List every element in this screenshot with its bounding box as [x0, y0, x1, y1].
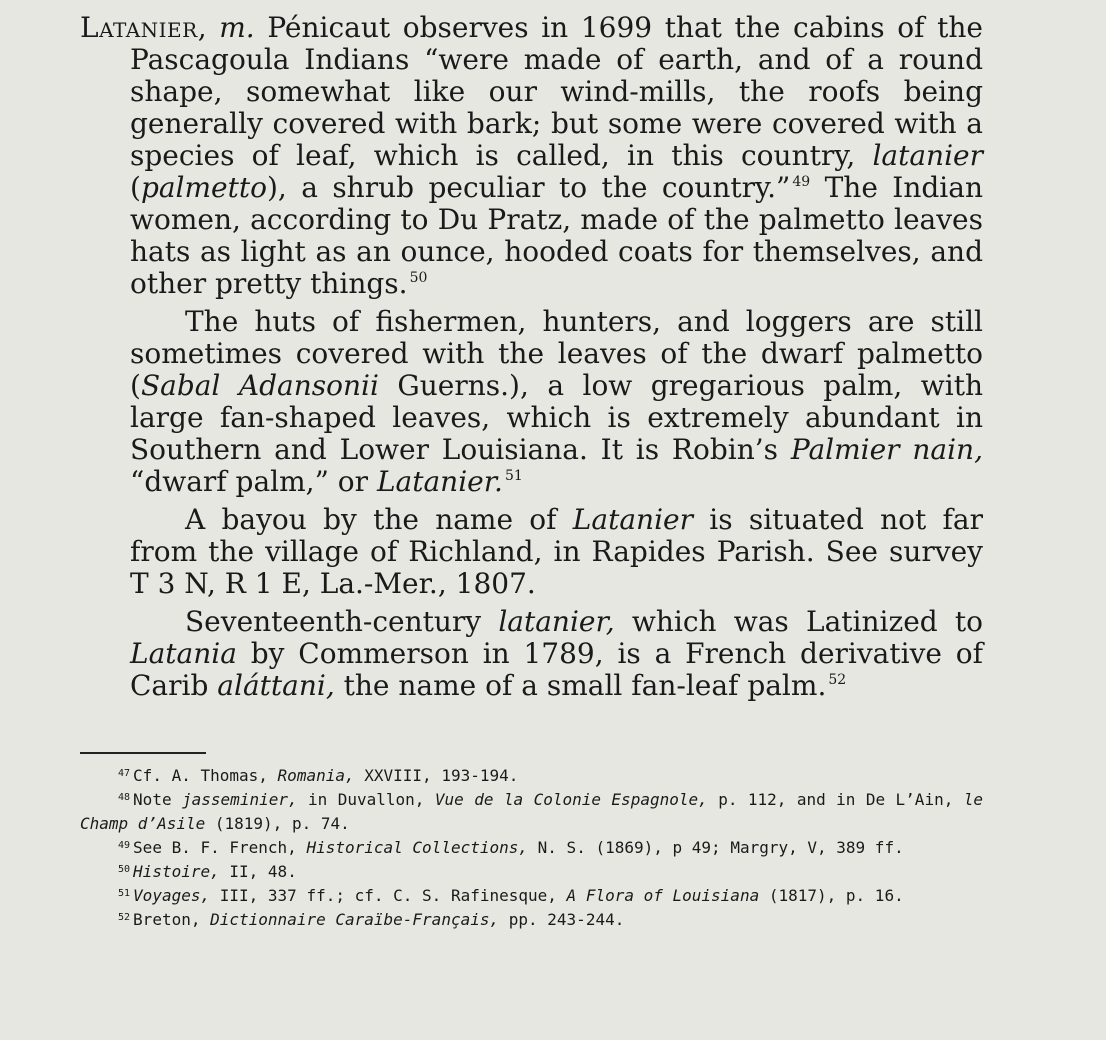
italic-term: A Flora of Louisiana: [566, 886, 760, 905]
italic-term: Dictionnaire Caraïbe-Français,: [210, 910, 500, 929]
text-run: in Duvallon,: [308, 790, 425, 809]
text-run: is situated not far from the village of Richland, in Rapides Parish. See survey T 3 N, R 1 E, La.-Mer., 1807.: [130, 503, 983, 600]
entry-paragraph-1: Latanier, m. Pénicaut observes in 1699 that the cabins of the Pascagoula Indians “were made of earth, and of a round shape, somewhat like our wind-mills, the roofs being generally covered with bark; but some were covered with a species of leaf, which is called, in this country, latanier (palmetto), a shrub peculiar to the country.” $^{49}$ The Indian women, according to Du Pratz, made of the palmetto leaves hats as light as an ounce, hooded coats for themselves, and other pretty things. $^{50}$: [80, 11, 983, 300]
italic-term: Latania: [130, 637, 237, 670]
gender-label: m.: [219, 11, 255, 44]
text-run: by Commerson in 1789, is a French derivative of Carib: [130, 637, 983, 702]
footnote-number: 47: [118, 768, 131, 779]
text-run: (: [130, 171, 141, 204]
footnote-49: [80, 836, 983, 860]
headword: Latanier: [80, 11, 198, 44]
text-run: “dwarf palm,” or: [130, 465, 369, 498]
footnote-ref: 52: [828, 672, 847, 688]
text-run: Pénicaut observes in 1699 that the cabins of the Pascagoula Indians “were made of earth, and of a round shape, somewhat like our wind-mills, the roofs being generally covered with bark; but some were covered with a species of leaf, which is called, in this country,: [130, 11, 983, 172]
footnote-number: 51: [118, 888, 131, 899]
footnote-number: 50: [118, 864, 131, 875]
footnote-51: [80, 884, 983, 908]
text-run: which was Latinized to: [631, 605, 984, 638]
italic-term: Historical Collections,: [306, 838, 529, 857]
italic-term: Latanier.: [376, 465, 503, 498]
text-run: the name of a small fan-leaf palm.: [343, 669, 827, 702]
footnote-number: 52: [118, 912, 131, 923]
italic-term: aláttani,: [217, 669, 335, 702]
text-run: (1819), p. 74.: [214, 814, 350, 833]
text-run: p. 112, and in De L’Ain,: [718, 790, 954, 809]
text-run: The Indian women, according to Du Pratz, made of the palmetto leaves hats as light as an ounce, hooded coats for themselves, and other pretty things.: [130, 171, 983, 300]
text-run: Breton,: [133, 910, 201, 929]
text-run: ), a shrub peculiar to the country.”: [267, 171, 791, 204]
entry-paragraph-4: [130, 606, 983, 702]
text-run: XXVIII, 193-194.: [364, 766, 519, 785]
italic-term: jasseminier,: [182, 790, 298, 809]
footnote-number: 49: [118, 840, 131, 851]
entry-paragraph-3: [130, 504, 983, 600]
text-run: The huts of fishermen, hunters, and loggers are still sometimes covered with the leaves of the dwarf palmetto (: [130, 305, 983, 402]
text-run: Note: [133, 790, 172, 809]
text-run: N. S. (1869), p 49; Margry, V, 389 ff.: [537, 838, 904, 857]
footnote-divider: [80, 752, 206, 754]
footnote-47: [80, 764, 983, 788]
text-run: (1817), p. 16.: [768, 886, 904, 905]
footnotes: [80, 764, 983, 932]
text-run: pp. 243-244.: [508, 910, 625, 929]
text-run: III, 337 ff.; cf. C. S. Rafinesque,: [219, 886, 557, 905]
text-run: See B. F. French,: [133, 838, 297, 857]
text-run: Seventeenth-century: [185, 605, 482, 638]
italic-term: Vue de la Colonie Espagnole,: [434, 790, 708, 809]
italic-term: Romania,: [277, 766, 355, 785]
entry-body: [80, 12, 983, 702]
footnote-52: [80, 908, 983, 932]
italic-term: Latanier: [572, 503, 693, 536]
footnote-ref: 50: [409, 270, 428, 286]
text-run: II, 48.: [229, 862, 297, 881]
entry-paragraph-2: [130, 306, 983, 498]
text-run: Guerns.), a low gregarious palm, with large fan-shaped leaves, which is extremely abundant in Southern and Lower Louisiana. It is Robin’s: [130, 369, 983, 466]
footnote-48: [80, 788, 983, 836]
footnote-ref: 49: [792, 174, 811, 190]
footnote-number: 48: [118, 792, 131, 803]
italic-term: le Champ d’Asile: [80, 790, 984, 833]
text-run: Cf. A. Thomas,: [133, 766, 268, 785]
italic-term: palmetto: [140, 171, 267, 204]
footnote-50: [80, 860, 983, 884]
italic-term: Voyages,: [133, 886, 211, 905]
footnote-ref: 51: [504, 468, 523, 484]
text-run: A bayou by the name of: [185, 503, 557, 536]
italic-term: Sabal Adansonii: [140, 369, 379, 402]
italic-term: Histoire,: [133, 862, 220, 881]
italic-term: latanier,: [498, 605, 615, 638]
italic-term: Palmier nain,: [790, 433, 983, 466]
italic-term: latanier: [872, 139, 983, 172]
